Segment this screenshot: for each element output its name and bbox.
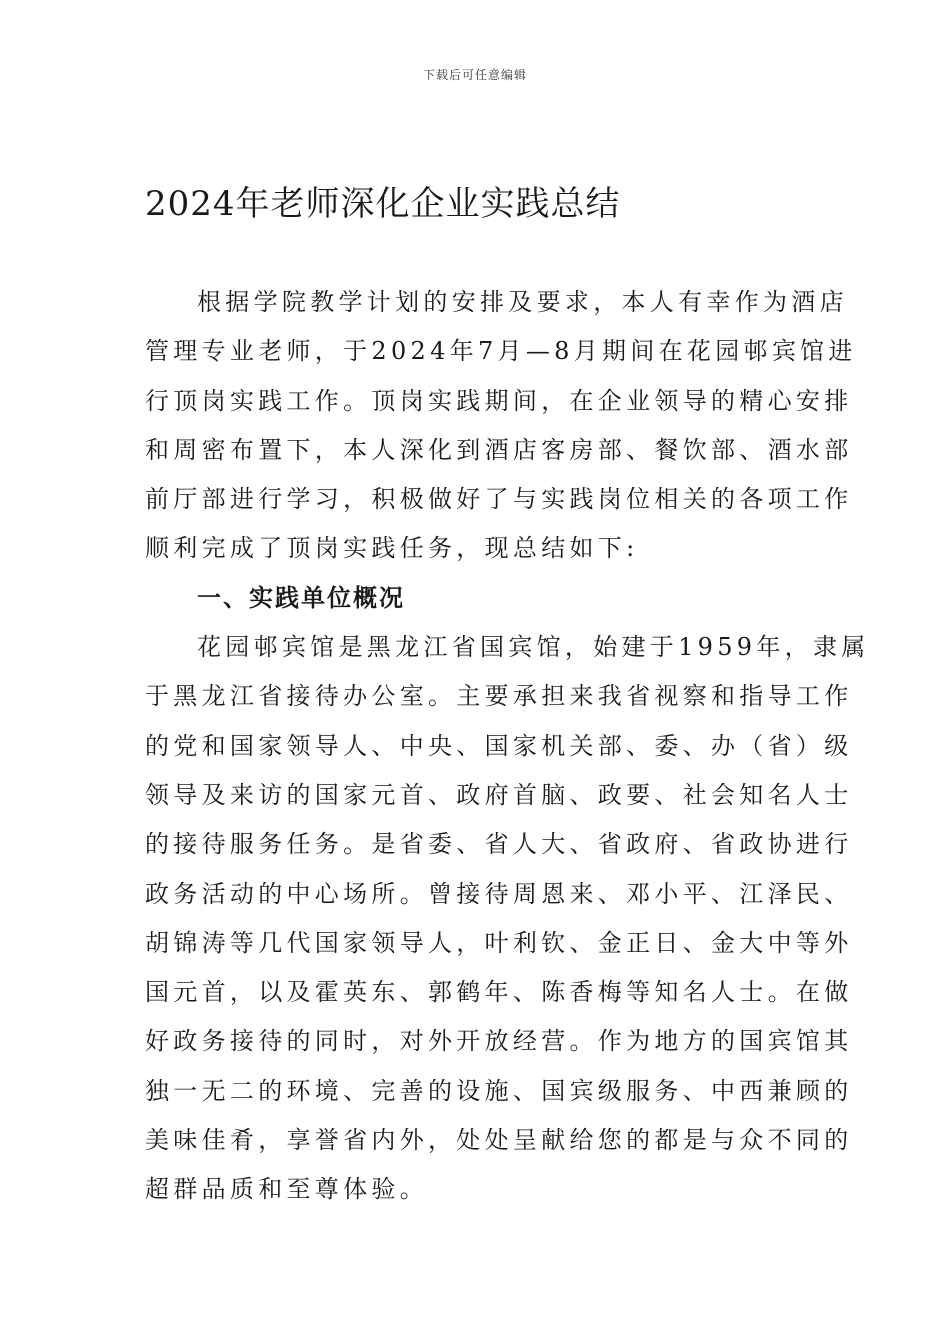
text-line: 国元首，以及霍英东、郭鹤年、陈香梅等知名人士。在做: [145, 978, 853, 1007]
text-line: 前厅部进行学习，积极做好了与实践岗位相关的各项工作: [145, 485, 853, 514]
text-line: 政务活动的中心场所。曾接待周恩来、邓小平、江泽民、: [145, 879, 853, 908]
header-note: 下载后可任意编辑: [422, 68, 527, 82]
text-line: 胡锦涛等几代国家领导人，叶利钦、金正日、金大中等外: [145, 928, 853, 957]
text-line: 的党和国家领导人、中央、国家机关部、委、办（省）级: [145, 731, 853, 760]
text-line: 于黑龙江省接待办公室。主要承担来我省视察和指导工作: [145, 682, 853, 711]
text-line: 花园邨宾馆是黑龙江省国宾馆，始建于1959年，隶属: [197, 633, 870, 662]
text-line: 独一无二的环境、完善的设施、国宾级服务、中西兼顾的: [145, 1076, 853, 1105]
text-line: 领导及来访的国家元首、政府首脑、政要、社会知名人士: [145, 780, 853, 809]
text-line: 顺利完成了顶岗实践任务，现总结如下:: [145, 534, 639, 563]
text-line: 好政务接待的同时，对外开放经营。作为地方的国宾馆其: [145, 1027, 853, 1056]
text-line: 根据学院教学计划的安排及要求，本人有幸作为酒店: [197, 288, 848, 316]
text-line: 美味佳肴，享誉省内外，处处呈献给您的都是与众不同的: [145, 1126, 853, 1155]
paragraph-intro: [145, 278, 857, 574]
text-line: 的接待服务任务。是省委、省人大、省政府、省政协进行: [145, 830, 853, 859]
section-heading: 一、实践单位概况: [197, 583, 405, 612]
paragraph-overview: [145, 623, 870, 1215]
text-line: 超群品质和至尊体验。: [145, 1175, 428, 1204]
document-body: [145, 278, 870, 1215]
text-line: 行顶岗实践工作。顶岗实践期间，在企业领导的精心安排: [145, 386, 853, 415]
document-title: 2024年老师深化企业实践总结: [145, 184, 621, 224]
text-line: 和周密布置下，本人深化到酒店客房部、餐饮部、酒水部: [145, 435, 853, 464]
text-line: 管理专业老师，于2024年7月—8月期间在花园邨宾馆进: [145, 337, 857, 366]
